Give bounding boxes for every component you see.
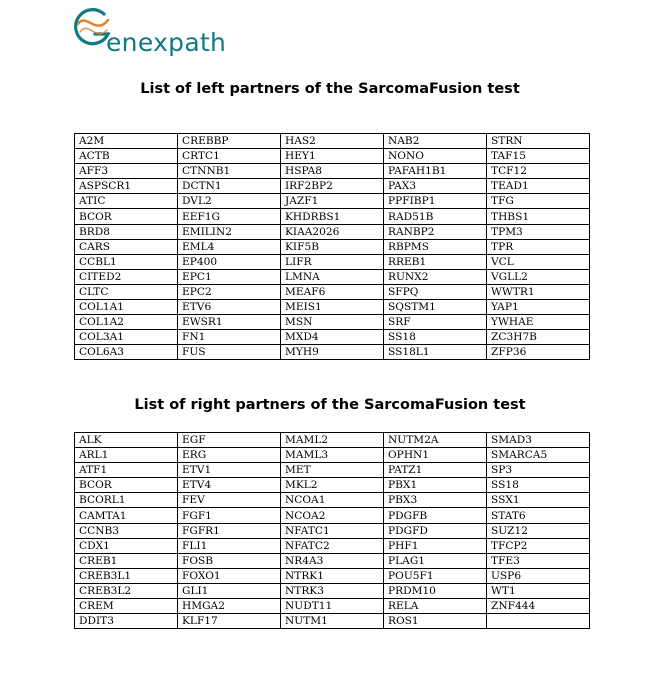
- gene-cell: SMARCA5: [487, 448, 590, 463]
- gene-cell: DDIT3: [75, 614, 178, 629]
- gene-cell: PBX1: [384, 478, 487, 493]
- gene-cell: SFPQ: [384, 284, 487, 299]
- table-row: [75, 538, 590, 553]
- gene-cell: CITED2: [75, 269, 178, 284]
- gene-cell: NUDT11: [281, 599, 384, 614]
- gene-cell: CRTC1: [178, 149, 281, 164]
- gene-cell: CDX1: [75, 538, 178, 553]
- gene-cell: FOSB: [178, 553, 281, 568]
- gene-cell: PPFIBP1: [384, 194, 487, 209]
- table-row: [75, 599, 590, 614]
- gene-cell: HSPA8: [281, 164, 384, 179]
- gene-cell: EMILIN2: [178, 224, 281, 239]
- gene-cell: CTNNB1: [178, 164, 281, 179]
- gene-cell: USP6: [487, 568, 590, 583]
- left-partners-heading: List of left partners of the SarcomaFusion test: [140, 81, 520, 97]
- left-partners-table: [74, 133, 590, 360]
- gene-cell: PRDM10: [384, 583, 487, 598]
- gene-cell: RAD51B: [384, 209, 487, 224]
- gene-cell: HEY1: [281, 149, 384, 164]
- gene-cell: FN1: [178, 330, 281, 345]
- gene-cell: CREM: [75, 599, 178, 614]
- gene-cell: MAML3: [281, 448, 384, 463]
- gene-cell: DVL2: [178, 194, 281, 209]
- gene-cell: A2M: [75, 134, 178, 149]
- gene-cell: TEAD1: [487, 179, 590, 194]
- logo-wordmark: enexpath: [106, 28, 227, 57]
- gene-cell: FGFR1: [178, 523, 281, 538]
- gene-cell: EWSR1: [178, 315, 281, 330]
- gene-cell: CCBL1: [75, 254, 178, 269]
- gene-cell: NR4A3: [281, 553, 384, 568]
- gene-cell: WT1: [487, 583, 590, 598]
- gene-cell: TFG: [487, 194, 590, 209]
- gene-cell: ZC3H7B: [487, 330, 590, 345]
- gene-cell: ASPSCR1: [75, 179, 178, 194]
- gene-cell: RREB1: [384, 254, 487, 269]
- table-row: [75, 194, 590, 209]
- gene-cell: FGF1: [178, 508, 281, 523]
- gene-cell: JAZF1: [281, 194, 384, 209]
- gene-cell: [487, 614, 590, 629]
- table-row: [75, 330, 590, 345]
- gene-cell: ETV6: [178, 300, 281, 315]
- gene-cell: ATF1: [75, 463, 178, 478]
- gene-cell: TPM3: [487, 224, 590, 239]
- gene-cell: NTRK3: [281, 583, 384, 598]
- gene-cell: MSN: [281, 315, 384, 330]
- gene-cell: NUTM2A: [384, 433, 487, 448]
- gene-cell: FLI1: [178, 538, 281, 553]
- gene-cell: YWHAE: [487, 315, 590, 330]
- gene-cell: KHDRBS1: [281, 209, 384, 224]
- gene-cell: KIF5B: [281, 239, 384, 254]
- gene-cell: COL6A3: [75, 345, 178, 360]
- gene-cell: WWTR1: [487, 284, 590, 299]
- gene-cell: RBPMS: [384, 239, 487, 254]
- gene-cell: ALK: [75, 433, 178, 448]
- gene-cell: MEIS1: [281, 300, 384, 315]
- gene-cell: PHF1: [384, 538, 487, 553]
- table-row: [75, 614, 590, 629]
- gene-cell: AFF3: [75, 164, 178, 179]
- table-row: [75, 269, 590, 284]
- table-row: [75, 134, 590, 149]
- gene-cell: ARL1: [75, 448, 178, 463]
- gene-cell: EP400: [178, 254, 281, 269]
- table-row: [75, 164, 590, 179]
- table-row: [75, 149, 590, 164]
- gene-cell: EGF: [178, 433, 281, 448]
- gene-cell: NTRK1: [281, 568, 384, 583]
- gene-cell: NFATC1: [281, 523, 384, 538]
- gene-cell: RELA: [384, 599, 487, 614]
- table-row: [75, 254, 590, 269]
- gene-cell: MAML2: [281, 433, 384, 448]
- gene-cell: SMAD3: [487, 433, 590, 448]
- gene-cell: STRN: [487, 134, 590, 149]
- gene-cell: FUS: [178, 345, 281, 360]
- gene-cell: PAFAH1B1: [384, 164, 487, 179]
- gene-cell: BRD8: [75, 224, 178, 239]
- gene-cell: COL3A1: [75, 330, 178, 345]
- gene-cell: RUNX2: [384, 269, 487, 284]
- gene-cell: BCORL1: [75, 493, 178, 508]
- gene-cell: PAX3: [384, 179, 487, 194]
- gene-cell: MKL2: [281, 478, 384, 493]
- gene-cell: LIFR: [281, 254, 384, 269]
- gene-cell: NUTM1: [281, 614, 384, 629]
- table-row: [75, 448, 590, 463]
- table-row: [75, 284, 590, 299]
- gene-cell: MEAF6: [281, 284, 384, 299]
- gene-cell: NAB2: [384, 134, 487, 149]
- gene-cell: TAF15: [487, 149, 590, 164]
- gene-cell: SS18: [384, 330, 487, 345]
- gene-cell: YAP1: [487, 300, 590, 315]
- gene-cell: ROS1: [384, 614, 487, 629]
- table-row: [75, 523, 590, 538]
- gene-cell: SS18: [487, 478, 590, 493]
- gene-cell: CREB1: [75, 553, 178, 568]
- gene-cell: IRF2BP2: [281, 179, 384, 194]
- right-partners-body: [75, 433, 590, 629]
- table-row: [75, 463, 590, 478]
- gene-cell: COL1A1: [75, 300, 178, 315]
- gene-cell: MYH9: [281, 345, 384, 360]
- gene-cell: BCOR: [75, 209, 178, 224]
- gene-cell: NCOA2: [281, 508, 384, 523]
- right-partners-table: [74, 432, 590, 629]
- gene-cell: MXD4: [281, 330, 384, 345]
- gene-cell: POU5F1: [384, 568, 487, 583]
- table-row: [75, 478, 590, 493]
- gene-cell: VGLL2: [487, 269, 590, 284]
- gene-cell: SQSTM1: [384, 300, 487, 315]
- gene-cell: DCTN1: [178, 179, 281, 194]
- gene-cell: CREB3L2: [75, 583, 178, 598]
- table-row: [75, 315, 590, 330]
- gene-cell: CREBBP: [178, 134, 281, 149]
- table-row: [75, 583, 590, 598]
- table-row: [75, 433, 590, 448]
- gene-cell: LMNA: [281, 269, 384, 284]
- gene-cell: CARS: [75, 239, 178, 254]
- gene-cell: EEF1G: [178, 209, 281, 224]
- gene-cell: ZFP36: [487, 345, 590, 360]
- gene-cell: PBX3: [384, 493, 487, 508]
- gene-cell: ACTB: [75, 149, 178, 164]
- gene-cell: STAT6: [487, 508, 590, 523]
- gene-cell: BCOR: [75, 478, 178, 493]
- gene-cell: ZNF444: [487, 599, 590, 614]
- gene-cell: OPHN1: [384, 448, 487, 463]
- gene-cell: SSX1: [487, 493, 590, 508]
- gene-cell: NCOA1: [281, 493, 384, 508]
- gene-cell: NFATC2: [281, 538, 384, 553]
- gene-cell: ETV1: [178, 463, 281, 478]
- gene-cell: TFE3: [487, 553, 590, 568]
- table-row: [75, 568, 590, 583]
- gene-cell: TCF12: [487, 164, 590, 179]
- table-row: [75, 224, 590, 239]
- gene-cell: ATIC: [75, 194, 178, 209]
- gene-cell: KIAA2026: [281, 224, 384, 239]
- gene-cell: FEV: [178, 493, 281, 508]
- left-partners-body: [75, 134, 590, 360]
- table-row: [75, 345, 590, 360]
- gene-cell: NONO: [384, 149, 487, 164]
- gene-cell: CAMTA1: [75, 508, 178, 523]
- gene-cell: SUZ12: [487, 523, 590, 538]
- gene-cell: THBS1: [487, 209, 590, 224]
- table-row: [75, 179, 590, 194]
- gene-cell: TFCP2: [487, 538, 590, 553]
- table-row: [75, 239, 590, 254]
- gene-cell: EML4: [178, 239, 281, 254]
- gene-cell: EPC1: [178, 269, 281, 284]
- gene-cell: ETV4: [178, 478, 281, 493]
- gene-cell: HAS2: [281, 134, 384, 149]
- gene-cell: RANBP2: [384, 224, 487, 239]
- gene-cell: CLTC: [75, 284, 178, 299]
- gene-cell: TPR: [487, 239, 590, 254]
- table-row: [75, 493, 590, 508]
- gene-cell: PDGFB: [384, 508, 487, 523]
- gene-cell: EPC2: [178, 284, 281, 299]
- right-partners-heading: List of right partners of the SarcomaFusion test: [134, 397, 526, 413]
- gene-cell: MET: [281, 463, 384, 478]
- gene-cell: SP3: [487, 463, 590, 478]
- gene-cell: PATZ1: [384, 463, 487, 478]
- gene-cell: VCL: [487, 254, 590, 269]
- gene-cell: GLI1: [178, 583, 281, 598]
- gene-cell: COL1A2: [75, 315, 178, 330]
- table-row: [75, 553, 590, 568]
- table-row: [75, 300, 590, 315]
- gene-cell: PLAG1: [384, 553, 487, 568]
- gene-cell: SS18L1: [384, 345, 487, 360]
- gene-cell: SRF: [384, 315, 487, 330]
- table-row: [75, 209, 590, 224]
- gene-cell: ERG: [178, 448, 281, 463]
- gene-cell: CCNB3: [75, 523, 178, 538]
- gene-cell: CREB3L1: [75, 568, 178, 583]
- gene-cell: KLF17: [178, 614, 281, 629]
- table-row: [75, 508, 590, 523]
- gene-cell: FOXO1: [178, 568, 281, 583]
- gene-cell: PDGFD: [384, 523, 487, 538]
- gene-cell: HMGA2: [178, 599, 281, 614]
